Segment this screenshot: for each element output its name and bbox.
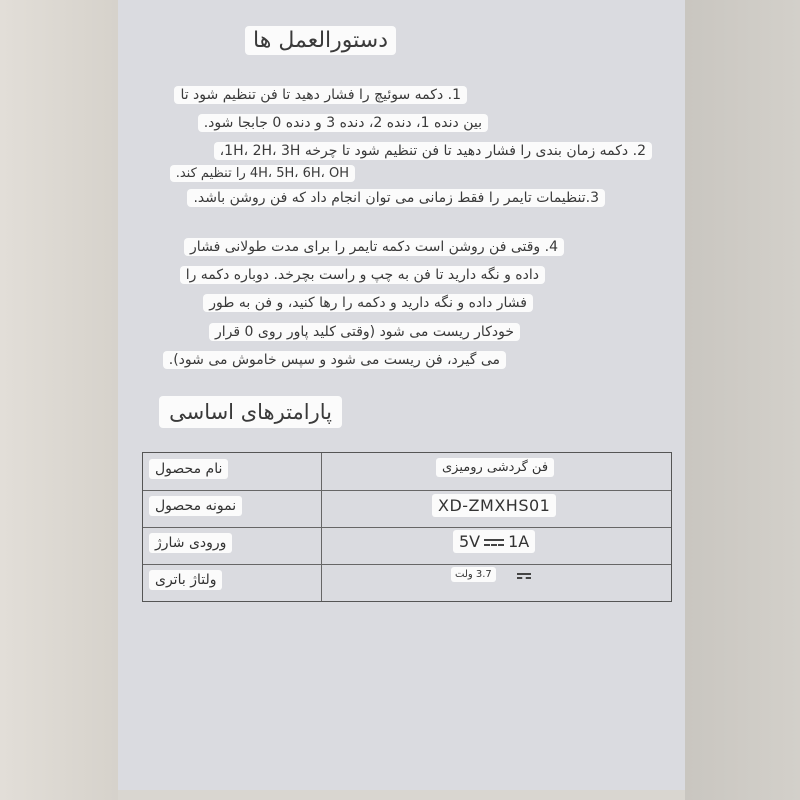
table-row-divider	[143, 564, 671, 565]
instruction-line-5: 3.تنظیمات تایمر را فقط زمانی می توان انجام داد که فن روشن باشد.	[187, 189, 605, 207]
instruction-line-9: خودکار ریست می شود (وقتی کلید پاور روی 0 قرار	[209, 323, 520, 341]
instruction-line-6: 4. وقتی فن روشن است دکمه تایمر را برای مدت طولانی فشار	[184, 238, 564, 256]
instruction-line-3: 2. دکمه زمان بندی را فشار دهید تا فن تنظیم شود تا چرخه 1H، 2H، 3H،	[214, 142, 652, 160]
battery-voltage-text: 3.7 ولت	[455, 569, 492, 580]
charge-current: 1A	[508, 532, 530, 551]
instructions-title: دستورالعمل ها	[245, 26, 396, 55]
dc-symbol-small-icon	[517, 573, 531, 579]
dc-symbol-icon	[484, 539, 504, 547]
instruction-line-10: می گیرد، فن ریست می شود و سپس خاموش می شود).	[163, 351, 506, 369]
table-row-divider	[143, 490, 671, 491]
background-right	[685, 0, 800, 800]
instruction-line-8: فشار داده و نگه دارید و دکمه را رها کنید، و فن به طور	[203, 294, 533, 312]
instruction-line-2: بین دنده 1، دنده 2، دنده 3 و دنده 0 جابجا شود.	[198, 114, 488, 132]
instruction-line-7: داده و نگه دارید تا فن به چپ و راست بچرخد. دوباره دکمه را	[180, 266, 545, 284]
parameters-title: پارامترهای اساسی	[159, 396, 342, 428]
product-model-label: نمونه محصول	[149, 496, 242, 516]
instruction-line-1: 1. دکمه سوئیچ را فشار دهید تا فن تنظیم شود تا	[174, 86, 467, 104]
product-name-label: نام محصول	[149, 459, 228, 479]
instruction-line-4: 4H، 5H، 6H، OH را تنظیم کند.	[170, 165, 355, 182]
background-left	[0, 0, 118, 800]
battery-voltage-value	[451, 567, 496, 582]
battery-voltage-label: ولتاژ باتری	[149, 570, 222, 590]
charge-input-label: ورودی شارژ	[149, 533, 232, 553]
product-name-value: فن گردشی رومیزی	[436, 458, 554, 477]
charge-voltage: 5V	[459, 532, 481, 551]
table-row-divider	[143, 527, 671, 528]
product-model-value: XD-ZMXHS01	[432, 494, 556, 517]
charge-input-value	[453, 530, 535, 553]
parameters-table	[142, 452, 672, 602]
